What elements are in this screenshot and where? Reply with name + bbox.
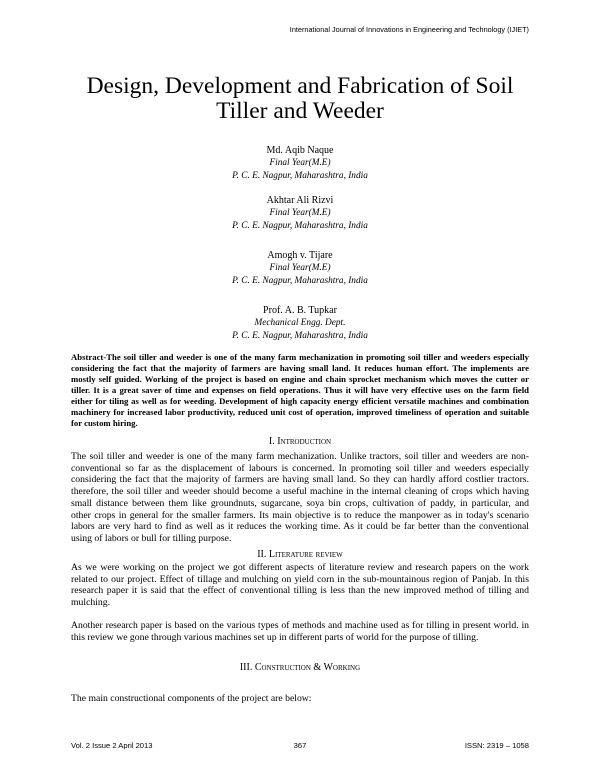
paragraph-line: using of labors or bull for tilling purpose. bbox=[71, 532, 232, 544]
author-position: Mechanical Engg. Dept. bbox=[254, 318, 346, 329]
paragraph-line: The soil tiller and weeder is one of the many farm mechanization. Unlike tractors, soil tiller and weeders are non- bbox=[71, 451, 529, 462]
paragraph-line: labors are very hard to find as well as it reduces the working time. As it could be far better than the conventional bbox=[71, 521, 529, 533]
author-block bbox=[71, 145, 529, 182]
section-heading-introduction: I. Introduction bbox=[268, 436, 332, 447]
abstract-line: considering the fact that the majority of farmers are having small land. It reduces human effort. The implements are bbox=[71, 363, 529, 373]
abstract-line: Abstract-The soil tiller and weeder is one of the many farm mechanization in promoting soil tiller and weeders especially bbox=[71, 352, 529, 362]
author-position: Final Year(M.E) bbox=[269, 208, 331, 219]
footer bbox=[71, 741, 529, 751]
author-affiliation: P. C. E. Nagpur, Maharashtra, India bbox=[232, 275, 368, 286]
abstract bbox=[71, 352, 529, 429]
author-name: Prof. A. B. Tupkar bbox=[263, 305, 337, 316]
author-affiliation: P. C. E. Nagpur, Maharashtra, India bbox=[232, 220, 368, 231]
paragraph-line: considering the fact that the majority of farmers are having small land. So they can hardly afford costlier tractors. bbox=[71, 474, 529, 486]
paragraph-line: mulching. bbox=[71, 597, 111, 609]
author-name: Md. Aqib Naque bbox=[266, 145, 334, 156]
paragraph-line: other crops in general for the smaller farmers. Its main objective is to reduce the manpower as in today's scenario bbox=[71, 509, 529, 521]
paragraph-line: Another research paper is based on the various types of methods and machine used as for tilling in present world. in bbox=[71, 620, 529, 631]
paragraph-line: research paper it is said that the effect of conventional tilling is less than the new improved method of tilling and bbox=[71, 585, 529, 597]
author-position: Final Year(M.E) bbox=[269, 263, 331, 274]
author-block bbox=[71, 250, 529, 287]
author-position: Final Year(M.E) bbox=[269, 158, 331, 169]
abstract-line: tiller. It is a great saver of time and expenses on field operations. Thus it will have very effective uses on the farm field bbox=[71, 385, 529, 395]
section-paragraph bbox=[71, 620, 529, 643]
section-paragraph bbox=[71, 562, 529, 609]
journal-header: International Journal of Innovations in Engineering and Technology (IJIET) bbox=[289, 25, 529, 34]
section-paragraph bbox=[71, 451, 529, 545]
author-affiliation: P. C. E. Nagpur, Maharashtra, India bbox=[232, 170, 368, 181]
abstract-line: for custom hiring. bbox=[71, 418, 138, 428]
author-block bbox=[71, 305, 529, 342]
paragraph-line: small distance between them like groundnuts, sugarcane, soya bin crops, cultivation of paddy, in particular, and bbox=[71, 497, 529, 509]
paragraph-line: therefore, the soil tiller and weeder should become a useful machine in the internal cleaning of crops which having bbox=[71, 486, 529, 498]
abstract-line: machinery for increased labor productivity, reduced unit cost of operation, improved timeliness of operation and suitable bbox=[71, 407, 529, 417]
author-name: Akhtar Ali Rizvi bbox=[266, 195, 334, 206]
footer-page-number: 367 bbox=[293, 741, 307, 750]
abstract-line: mostly self guided. Working of the project is based on engine and chain sprocket mechanism which moves the cutter or bbox=[71, 374, 529, 384]
footer-issn: ISSN: 2319 – 1058 bbox=[464, 741, 529, 750]
section-heading-literature-review: II. Literature review bbox=[257, 549, 343, 560]
footer-volume: Vol. 2 Issue 2 April 2013 bbox=[71, 741, 153, 750]
author-block bbox=[71, 195, 529, 232]
section-paragraph bbox=[71, 693, 529, 705]
section-heading-construction-working: III. Construction & Working bbox=[239, 662, 361, 673]
author-affiliation: P. C. E. Nagpur, Maharashtra, India bbox=[232, 330, 368, 341]
paper-title: Design, Development and Fabrication of Soil Tiller and Weeder bbox=[86, 73, 514, 124]
author-name: Amogh v. Tijare bbox=[267, 250, 333, 261]
paragraph-line: The main constructional components of the project are below: bbox=[71, 693, 312, 704]
paragraph-line: related to our project. Effect of tillage and mulching on yield corn in the sub-mountainous region of Panjab. In this bbox=[71, 573, 529, 585]
paragraph-line: conventional so far as the displacement of labours is concerned. In promoting soil tiller and weeders especially bbox=[71, 462, 529, 474]
paragraph-line: As we were working on the project we got different aspects of literature review and research papers on the work bbox=[71, 562, 529, 573]
paragraph-line: this review we gone through various machines set up in different parts of world for the purpose of tilling. bbox=[71, 631, 479, 643]
abstract-line: either for tiling as well as for weeding. Development of high capacity energy efficient versatile machines and combination bbox=[71, 396, 529, 406]
